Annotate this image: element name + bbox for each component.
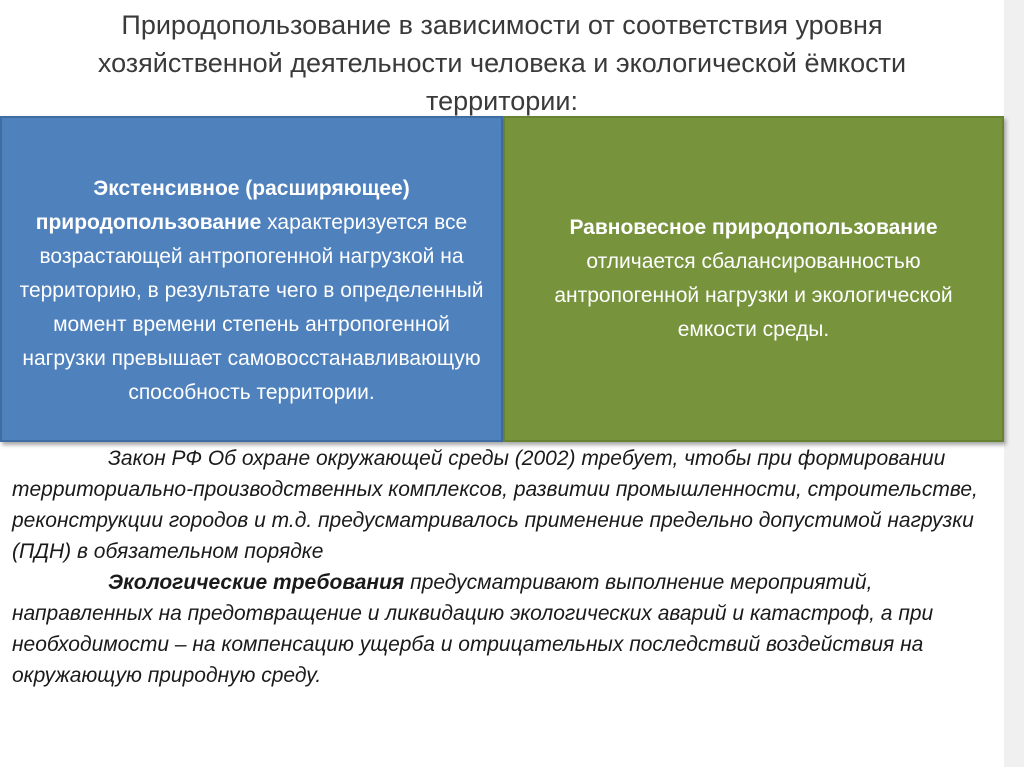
slide-title <box>0 6 1004 120</box>
extensive-description: характеризуется все возрастающей антропогенной нагрузкой на территорию, в результате чего в определенный момент времени степень антропогенной нагрузки превышает самовосстанавливающую способность территории. <box>19 211 484 404</box>
extensive-text <box>14 172 489 410</box>
title-line-2: хозяйственной деятельности человека и экологической ёмкости <box>97 48 907 78</box>
title-line-1: Природопользование в зависимости от соответствия уровня <box>121 10 883 40</box>
equilibrium-text <box>521 211 986 347</box>
requirements-paragraph <box>12 567 996 691</box>
law-paragraph: Закон РФ Об охране окружающей среды (2002) требует, чтобы при формировании территориально-производственных комплексов, развитии промышленности, строительстве, реконструкции городов и т.д. предусматривалось применение предельно допустимой нагрузки (ПДН) в обязательном порядке <box>12 447 978 563</box>
title-line-3: территории: <box>426 86 578 116</box>
equilibrium-box <box>503 116 1004 442</box>
extensive-term: Экстенсивное (расширяющее) природопользование <box>35 177 410 234</box>
equilibrium-term: Равновесное природопользование <box>569 216 938 239</box>
requirements-description: предусматривают выполнение мероприятий, направленных на предотвращение и ликвидацию экологических аварий и катастроф, а при необходимости – на компенсацию ущерба и отрицательных последствий воздействия на окружающую природную среду. <box>12 571 934 687</box>
extensive-box <box>0 116 503 442</box>
body-text <box>12 443 996 691</box>
requirements-term: Экологические требования <box>108 571 405 594</box>
slide-edge <box>1004 0 1024 767</box>
equilibrium-description: отличается сбалансированностью антропогенной нагрузки и экологической емкости среды. <box>554 250 953 341</box>
